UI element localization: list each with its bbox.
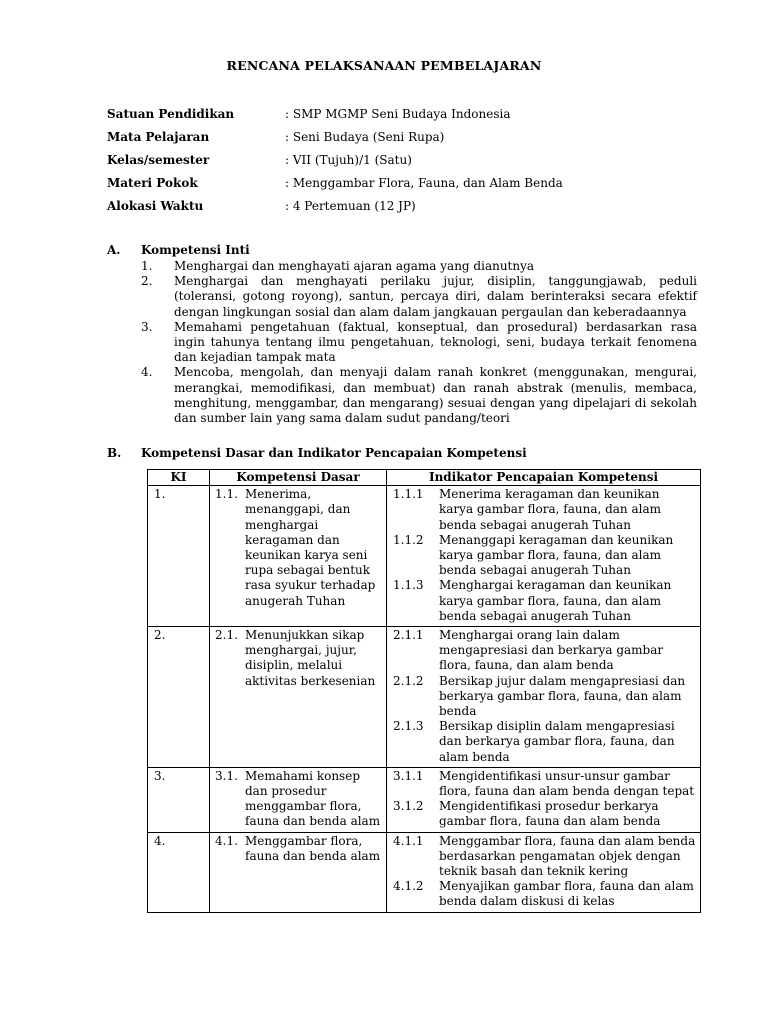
kd-number: 1.1.	[215, 487, 238, 502]
list-item-text: Memahami pengetahuan (faktual, konseptual, dan prosedural) berdasarkan rasa ingin tahunya tentang ilmu pengetahuan, teknologi, seni, budaya terkait fenomena dan kejadian tampak mata	[174, 319, 697, 365]
indicator-cell	[387, 627, 701, 768]
indicator-number: 3.1.2	[393, 799, 424, 814]
identity-label: Kelas/semester	[107, 153, 210, 167]
section-a-heading	[107, 243, 250, 257]
kd-text: Menunjukkan sikap menghargai, jujur, disiplin, melalui aktivitas berkesenian	[245, 628, 376, 688]
indicator-number: 4.1.1	[393, 833, 424, 848]
ki-cell: 3.	[148, 767, 210, 832]
indicator-number: 2.1.1	[393, 628, 424, 643]
section-letter: A.	[107, 243, 121, 257]
section-letter: B.	[107, 446, 122, 460]
kd-text: Memahami konsep dan prosedur menggambar flora, fauna dan benda alam	[245, 768, 381, 829]
table-row	[148, 486, 701, 627]
identity-value: : 4 Pertemuan (12 JP)	[285, 199, 416, 213]
indicator-item	[393, 628, 696, 674]
list-item	[141, 320, 697, 366]
column-header-ki: KI	[148, 470, 210, 486]
kd-cell	[210, 486, 387, 627]
indicator-item	[393, 879, 696, 909]
column-header-indikator: Indikator Pencapaian Kompetensi	[387, 470, 701, 486]
indicator-text: Bersikap disiplin dalam mengapresiasi dan berkarya gambar flora, fauna, dan alam benda	[439, 719, 675, 764]
section-b-heading	[107, 446, 527, 460]
document-title: RENCANA PELAKSANAAN PEMBELAJARAN	[226, 58, 542, 73]
identity-value: : Seni Budaya (Seni Rupa)	[285, 130, 445, 144]
indicator-item	[393, 769, 696, 799]
identity-row-alokasi	[107, 199, 707, 219]
indicator-number: 1.1.2	[393, 532, 424, 547]
indicator-number: 2.1.3	[393, 719, 424, 734]
table-header-row	[148, 470, 701, 486]
ki-cell: 2.	[148, 627, 210, 768]
indicator-text: Menerima keragaman dan keunikan karya gambar flora, fauna, dan alam benda sebagai anugerah Tuhan	[439, 487, 661, 532]
indicator-text: Menanggapi keragaman dan keunikan karya gambar flora, fauna, dan alam benda sebagai anugerah Tuhan	[439, 532, 674, 578]
list-item-number: 1.	[141, 259, 153, 273]
indicator-text: Menggambar flora, fauna dan alam benda berdasarkan pengamatan objek dengan teknik basah dan teknik kering	[439, 833, 696, 879]
identity-value: : Menggambar Flora, Fauna, dan Alam Benda	[285, 176, 563, 190]
list-item-text: Menghargai dan menghayati perilaku jujur, disiplin, tanggungjawab, peduli (toleransi, gotong royong), santun, percaya diri, dalam berinteraksi secara efektif dengan lingkungan sosial dan alam dalam jangkauan pergaulan dan keberadaannya	[174, 274, 697, 319]
column-header-kd: Kompetensi Dasar	[210, 470, 387, 486]
table-row	[148, 627, 701, 768]
indicator-number: 3.1.1	[393, 768, 424, 783]
indicator-text: Mengidentifikasi prosedur berkarya gambar flora, fauna dan alam benda	[439, 799, 661, 829]
indicator-text: Menyajikan gambar flora, fauna dan alam benda dalam diskusi di kelas	[439, 879, 694, 909]
identity-label: Materi Pokok	[107, 176, 198, 190]
kd-number: 3.1.	[215, 768, 238, 783]
indicator-item	[393, 674, 696, 720]
indicator-item	[393, 487, 696, 533]
identity-row-kelas	[107, 153, 707, 173]
identity-label: Alokasi Waktu	[107, 199, 204, 213]
kompetensi-inti-list	[141, 259, 697, 426]
indicator-item	[393, 834, 696, 880]
indicator-number: 1.1.1	[393, 487, 424, 502]
kd-text: Menggambar flora, fauna dan benda alam	[245, 833, 381, 863]
indicator-number: 1.1.3	[393, 578, 424, 593]
ki-cell: 4.	[148, 832, 210, 912]
indicator-item	[393, 719, 696, 765]
table-row	[148, 767, 701, 832]
indicator-cell	[387, 832, 701, 912]
table-row	[148, 832, 701, 912]
indicator-item	[393, 533, 696, 579]
list-item-text: Menghargai dan menghayati ajaran agama yang dianutnya	[174, 259, 535, 273]
indicator-text: Menghargai orang lain dalam mengapresiasi dan berkarya gambar flora, fauna, dan alam benda	[439, 628, 664, 673]
indicator-number: 4.1.2	[393, 879, 424, 894]
ki-cell: 1.	[148, 486, 210, 627]
list-item	[141, 259, 697, 274]
kd-cell	[210, 832, 387, 912]
indicator-number: 2.1.2	[393, 673, 424, 688]
identity-label: Satuan Pendidikan	[107, 107, 235, 121]
list-item-text: Mencoba, mengolah, dan menyaji dalam ranah konkret (menggunakan, mengurai, merangkai, memodifikasi, dan membuat) dan ranah abstrak (menulis, membaca, menghitung, menggambar, dan mengarang) sesuai dengan yang dipelajari di sekolah dan sumber lain yang sama dalam sudut pandang/teori	[174, 365, 697, 426]
identity-row-satuan	[107, 107, 707, 127]
section-title: Kompetensi Dasar dan Indikator Pencapaian Kompetensi	[141, 446, 527, 460]
indicator-text: Mengidentifikasi unsur-unsur gambar flora, fauna dan alam benda dengan tepat	[439, 768, 695, 799]
section-title: Kompetensi Inti	[141, 243, 250, 257]
identity-value: : VII (Tujuh)/1 (Satu)	[285, 153, 412, 167]
competency-table	[147, 469, 701, 913]
identity-row-materi	[107, 176, 707, 196]
indicator-cell	[387, 767, 701, 832]
list-item-number: 2.	[141, 274, 153, 289]
identity-value: : SMP MGMP Seni Budaya Indonesia	[285, 107, 511, 121]
kd-number: 4.1.	[215, 833, 238, 848]
indicator-text: Bersikap jujur dalam mengapresiasi dan berkarya gambar flora, fauna, dan alam benda	[439, 673, 686, 719]
list-item-number: 4.	[141, 365, 153, 380]
kd-cell	[210, 767, 387, 832]
list-item-number: 3.	[141, 319, 153, 334]
indicator-item	[393, 578, 696, 624]
identity-row-mapel	[107, 130, 707, 150]
identity-label: Mata Pelajaran	[107, 130, 210, 144]
indicator-text: Menghargai keragaman dan keunikan karya gambar flora, fauna, dan alam benda sebagai anugerah Tuhan	[439, 578, 672, 623]
kd-text: Menerima, menanggapi, dan menghargai keragaman dan keunikan karya seni rupa sebagai bentuk rasa syukur terhadap anugerah Tuhan	[245, 487, 376, 608]
list-item	[141, 274, 697, 320]
indicator-cell	[387, 486, 701, 627]
list-item	[141, 365, 697, 426]
kd-number: 2.1.	[215, 628, 238, 643]
kd-cell	[210, 627, 387, 768]
indicator-item	[393, 799, 696, 829]
